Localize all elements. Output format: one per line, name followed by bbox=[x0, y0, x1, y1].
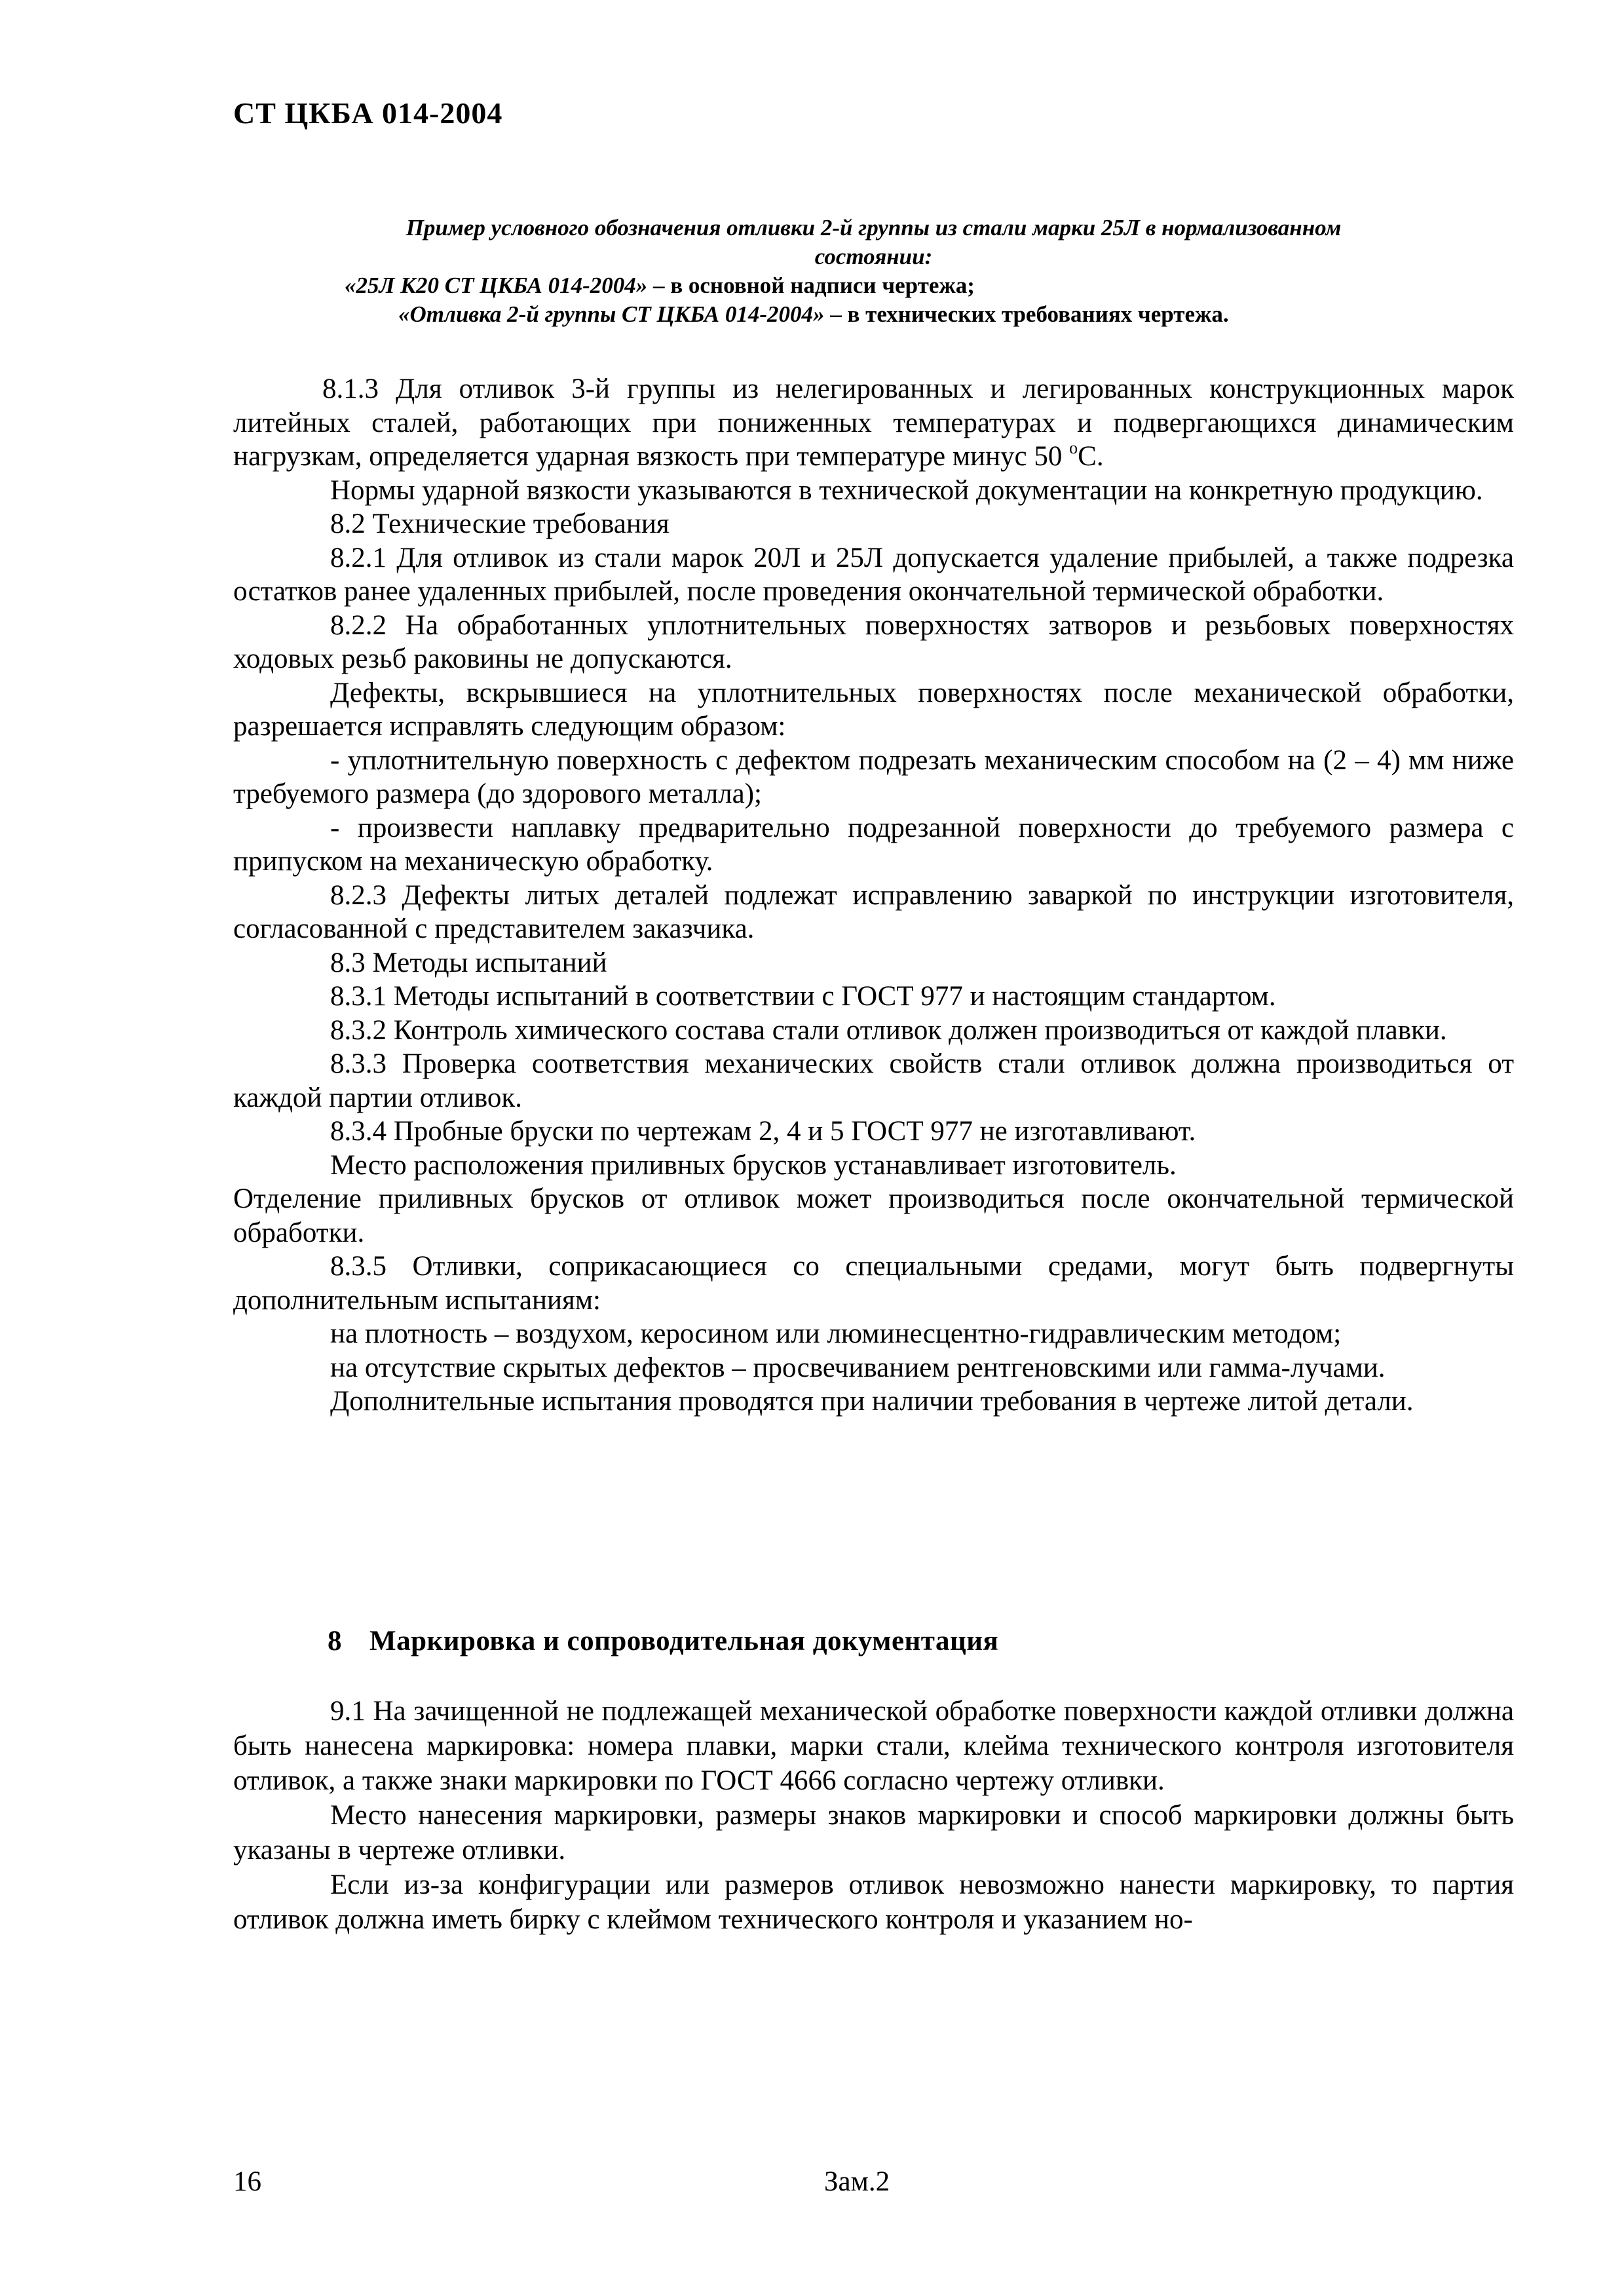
example-line-main-inscription bbox=[233, 271, 1514, 300]
paragraph-density: на плотность – воздухом, керосином или люминесцентно-гидравлическим методом; bbox=[330, 1318, 1342, 1349]
section-8-heading bbox=[328, 1625, 998, 1657]
paragraph-9-1: 9.1 На зачищенной не подлежащей механической обработке поверхности каждой отливки должна быть нанесена маркировка: номера плавки, марки стали, клейма технического контроля изготовителя отливок, а также знаки маркировки по ГОСТ 4666 согласно чертежу отливки. bbox=[233, 1696, 1514, 1796]
paragraph-place: Место расположения приливных брусков устанавливает изготовитель. bbox=[330, 1149, 1177, 1181]
paragraph-8-3-2: 8.3.2 Контроль химического состава стали отливок должен производиться от каждой плавки. bbox=[330, 1014, 1447, 1046]
paragraph-8-2-1: 8.2.1 Для отливок из стали марок 20Л и 25Л допускается удаление прибылей, а также подрезка остатков ранее удаленных прибылей, после проведения окончательной термической обработки. bbox=[233, 542, 1514, 607]
document-code-header: СТ ЦКБА 014-2004 bbox=[233, 96, 503, 130]
example-line-tech-requirements bbox=[233, 300, 1514, 329]
paragraph-8-3-3: 8.3.3 Проверка соответствия механических свойств стали отливок должна производиться от каждой партии отливок. bbox=[233, 1048, 1514, 1113]
page-number: 16 bbox=[233, 2166, 261, 2197]
paragraph-marking-if: Если из-за конфигурации или размеров отливок невозможно нанести маркировку, то партия отливок должна иметь бирку с клеймом технического контроля и указанием но- bbox=[233, 1869, 1514, 1935]
marking-section-text bbox=[233, 1694, 1514, 1937]
paragraph-8-2-3: 8.2.3 Дефекты литых деталей подлежат исправлению заваркой по инструкции изготовителя, согласованной с представителем заказчика. bbox=[233, 879, 1514, 944]
paragraph-defects-b: - произвести наплавку предварительно подрезанной поверхности до требуемого размера с припуском на механическую обработку. bbox=[233, 812, 1514, 877]
section-8-title: Маркировка и сопроводительная документация bbox=[369, 1626, 999, 1656]
heading-8-3: 8.3 Методы испытаний bbox=[330, 947, 607, 978]
paragraph-defects-a-wrap bbox=[233, 744, 1514, 811]
paragraph-8-3-4: 8.3.4 Пробные бруски по чертежам 2, 4 и 5 ГОСТ 977 не изготавливают. bbox=[330, 1116, 1196, 1147]
paragraph-8-1-3-unit: С. bbox=[1078, 441, 1104, 472]
paragraph-marking-place: Место нанесения маркировки, размеры знаков маркировки и способ маркировки должны быть указаны в чертеже отливки. bbox=[233, 1800, 1514, 1866]
paragraph-additional-tests: Дополнительные испытания проводятся при наличии требования в чертеже литой детали. bbox=[330, 1386, 1414, 1417]
paragraph-8-1-3-text: 8.1.3 Для отливок 3-й группы из нелегированных и легированных конструкционных марок литейных сталей, работающих при пониженных температурах и подвергающихся динамическим нагрузкам, определяется ударная вязкость при температуре минус 50 bbox=[233, 373, 1514, 472]
degree-sign: о bbox=[1069, 438, 1078, 457]
section-8-number: 8 bbox=[328, 1626, 342, 1656]
paragraph-8-3-1: 8.3.1 Методы испытаний в соответствии с ГОСТ 977 и настоящим стандартом. bbox=[330, 981, 1276, 1012]
example-code-1: «25Л К20 СТ ЦКБА 014-2004» bbox=[345, 273, 648, 298]
revision-mark: Зам.2 bbox=[824, 2166, 890, 2197]
paragraph-8-3-5: 8.3.5 Отливки, соприкасающиеся со специальными средами, могут быть подвергнуты дополнительным испытаниям: bbox=[233, 1251, 1514, 1316]
body-text bbox=[233, 372, 1514, 1419]
example-code-2: «Отливка 2-й группы СТ ЦКБА 014-2004» bbox=[398, 301, 825, 327]
paragraph-defects-a: - уплотнительную поверхность с дефектом подрезать механическим способом на (2 – 4) мм ниже требуемого размера (до здорового металла); bbox=[233, 744, 1514, 809]
example-title-line2: состоянии: bbox=[814, 244, 933, 269]
paragraph-defects: Дефекты, вскрывшиеся на уплотнительных поверхностях после механической обработки, разрешается исправлять следующим образом: bbox=[233, 677, 1514, 742]
paragraph-8-1-3 bbox=[233, 372, 1514, 474]
example-note-2: – в технических требованиях чертежа. bbox=[824, 301, 1229, 327]
paragraph-separation: Отделение приливных брусков от отливок может производиться после окончательной термической обработки. bbox=[233, 1183, 1514, 1248]
heading-8-2: 8.2 Технические требования bbox=[330, 508, 670, 539]
designation-example bbox=[233, 214, 1514, 329]
paragraph-hidden-defects: на отсутствие скрытых дефектов – просвечиванием рентгеновскими или гамма-лучами. bbox=[330, 1352, 1386, 1383]
example-note-1: – в основной надписи чертежа; bbox=[647, 273, 975, 298]
paragraph-norms: Нормы ударной вязкости указываются в технической документации на конкретную продукцию. bbox=[330, 474, 1483, 506]
paragraph-8-2-2: 8.2.2 На обработанных уплотнительных поверхностях затворов и резьбовых поверхностях ходовых резьб раковины не допускаются. bbox=[233, 609, 1514, 674]
example-title-line1: Пример условного обозначения отливки 2-й группы из стали марки 25Л в нормализованном bbox=[406, 215, 1342, 240]
